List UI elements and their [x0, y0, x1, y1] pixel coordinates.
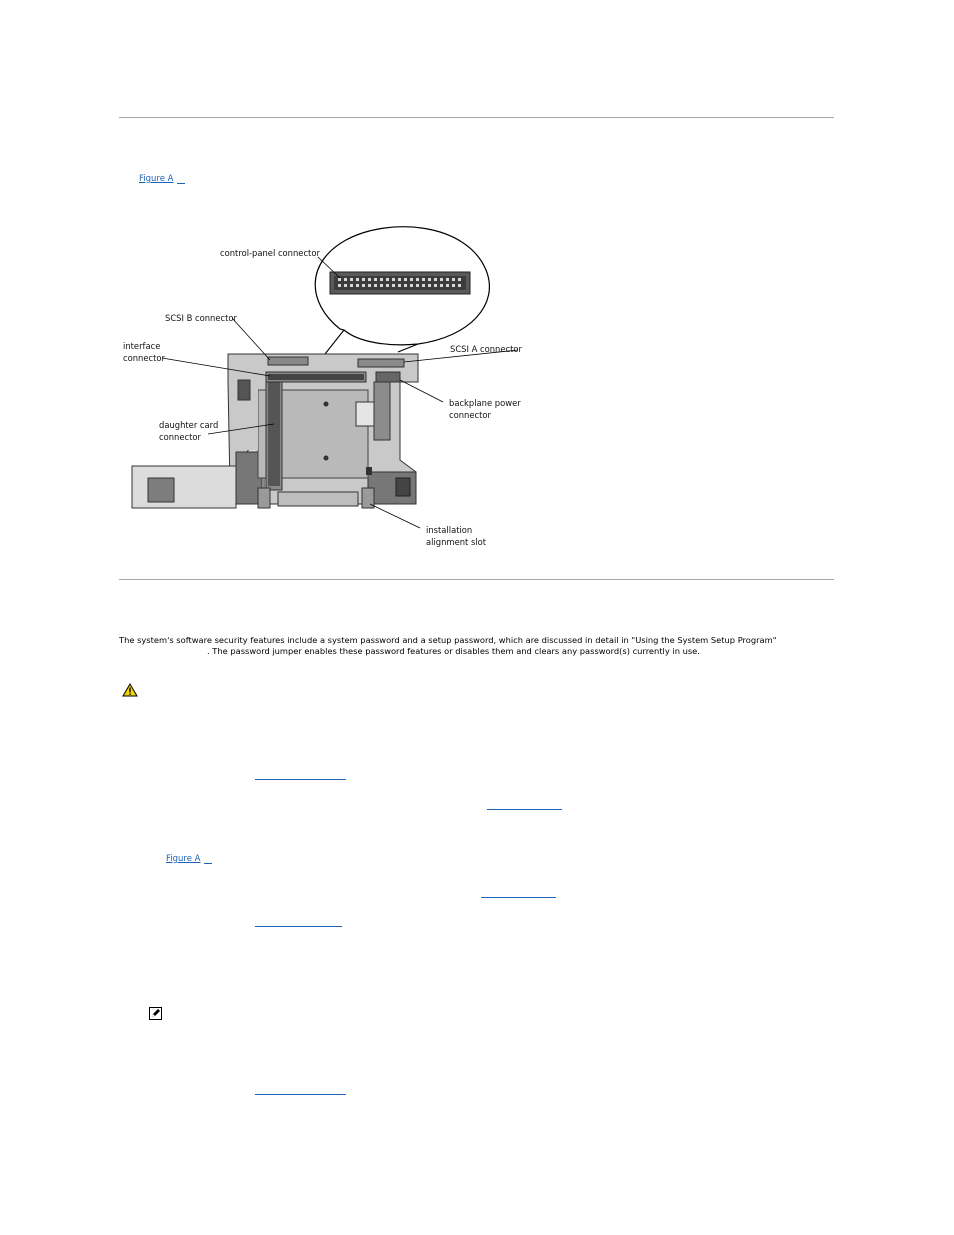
label-backplane-power-line1: backplane power	[449, 398, 521, 408]
label-scsi-a-connector: SCSI A connector	[450, 344, 522, 354]
label-backplane-power-line2: connector	[449, 410, 491, 420]
security-paragraph	[119, 635, 839, 657]
procedure-link-1[interactable]	[255, 779, 346, 780]
backplane-daughter-card-diagram	[118, 212, 538, 557]
label-daughter-card-line1: daughter card	[159, 420, 219, 430]
note-icon	[149, 1007, 162, 1020]
label-control-panel-connector: control-panel connector	[220, 248, 320, 258]
figure-a-link-step[interactable]: Figure A	[166, 854, 201, 864]
label-interface-line1: interface	[123, 341, 161, 351]
security-paragraph-line1: The system's software security features include a system password and a setup password, which are discussed in detail in "Using the System Setup Program"	[119, 635, 777, 645]
procedure-link-4[interactable]	[255, 926, 342, 927]
figure-a-link-top-underline	[177, 183, 185, 184]
magnifier-callout	[315, 227, 489, 354]
label-installation-line2: alignment slot	[426, 537, 487, 547]
label-installation-line1: installation	[426, 525, 473, 535]
security-paragraph-line2: . The password jumper enables these password features or disables them and clears any password(s) currently in use.	[207, 646, 700, 656]
label-scsi-b-connector: SCSI B connector	[165, 313, 237, 323]
label-interface-line2: connector	[123, 353, 165, 363]
caution-icon	[122, 683, 138, 697]
figure-a-link-step-underline	[204, 863, 212, 864]
procedure-link-3[interactable]	[481, 897, 556, 898]
procedure-link-2[interactable]	[487, 809, 562, 810]
top-divider	[119, 117, 834, 118]
figure-a-link-top[interactable]: Figure A	[139, 174, 174, 184]
label-daughter-card-line2: connector	[159, 432, 201, 442]
backplane-board	[132, 354, 418, 508]
middle-divider	[119, 579, 834, 580]
procedure-link-5[interactable]	[255, 1094, 346, 1095]
